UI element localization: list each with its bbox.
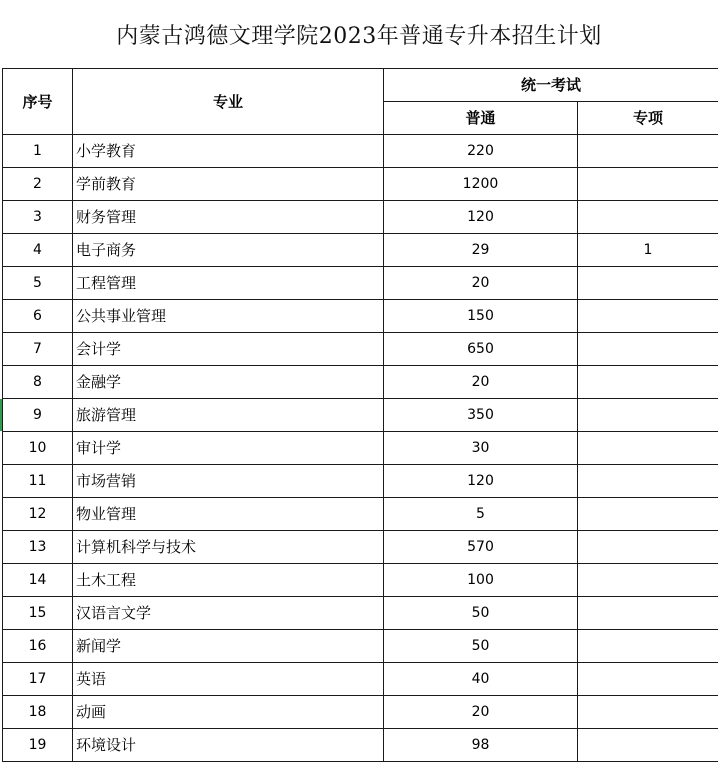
cell-seq[interactable]: 8 bbox=[3, 366, 73, 399]
cell-regular[interactable]: 570 bbox=[384, 531, 578, 564]
table-row bbox=[3, 531, 718, 564]
cell-special[interactable] bbox=[578, 399, 718, 432]
table-row bbox=[3, 300, 718, 333]
cell-major[interactable]: 会计学 bbox=[73, 333, 384, 366]
cell-seq[interactable]: 14 bbox=[3, 564, 73, 597]
cell-major[interactable]: 市场营销 bbox=[73, 465, 384, 498]
cell-major[interactable]: 动画 bbox=[73, 696, 384, 729]
cell-regular[interactable]: 100 bbox=[384, 564, 578, 597]
cell-regular[interactable]: 98 bbox=[384, 729, 578, 762]
table-row bbox=[3, 201, 718, 234]
cell-major[interactable]: 金融学 bbox=[73, 366, 384, 399]
cell-major[interactable]: 汉语言文学 bbox=[73, 597, 384, 630]
cell-seq[interactable]: 13 bbox=[3, 531, 73, 564]
cell-regular[interactable]: 40 bbox=[384, 663, 578, 696]
cell-special[interactable] bbox=[578, 564, 718, 597]
cell-seq[interactable]: 6 bbox=[3, 300, 73, 333]
table-row bbox=[3, 498, 718, 531]
cell-major[interactable]: 环境设计 bbox=[73, 729, 384, 762]
table-row bbox=[3, 135, 718, 168]
cell-seq[interactable]: 12 bbox=[3, 498, 73, 531]
table-row bbox=[3, 168, 718, 201]
cell-seq[interactable]: 15 bbox=[3, 597, 73, 630]
table-body bbox=[3, 135, 718, 762]
cell-major[interactable]: 学前教育 bbox=[73, 168, 384, 201]
table-row bbox=[3, 333, 718, 366]
cell-regular[interactable]: 120 bbox=[384, 201, 578, 234]
cell-major[interactable]: 审计学 bbox=[73, 432, 384, 465]
cell-seq[interactable]: 4 bbox=[3, 234, 73, 267]
cell-seq[interactable]: 17 bbox=[3, 663, 73, 696]
cell-special[interactable] bbox=[578, 168, 718, 201]
table-row bbox=[3, 696, 718, 729]
header-row-top bbox=[3, 69, 718, 102]
cell-major[interactable]: 工程管理 bbox=[73, 267, 384, 300]
cell-regular[interactable]: 220 bbox=[384, 135, 578, 168]
cell-regular[interactable]: 20 bbox=[384, 696, 578, 729]
cell-special[interactable] bbox=[578, 432, 718, 465]
cell-major[interactable]: 新闻学 bbox=[73, 630, 384, 663]
cell-special[interactable] bbox=[578, 267, 718, 300]
header-special[interactable]: 专项 bbox=[578, 102, 718, 135]
table-row bbox=[3, 729, 718, 762]
cell-major[interactable]: 旅游管理 bbox=[73, 399, 384, 432]
cell-seq[interactable]: 9 bbox=[3, 399, 73, 432]
cell-major[interactable]: 小学教育 bbox=[73, 135, 384, 168]
cell-regular[interactable]: 120 bbox=[384, 465, 578, 498]
cell-regular[interactable]: 20 bbox=[384, 267, 578, 300]
cell-special[interactable] bbox=[578, 597, 718, 630]
cell-seq[interactable]: 18 bbox=[3, 696, 73, 729]
cell-seq[interactable]: 19 bbox=[3, 729, 73, 762]
cell-seq[interactable]: 1 bbox=[3, 135, 73, 168]
table-row bbox=[3, 564, 718, 597]
cell-special[interactable] bbox=[578, 630, 718, 663]
cell-special[interactable] bbox=[578, 465, 718, 498]
cell-regular[interactable]: 650 bbox=[384, 333, 578, 366]
header-major[interactable]: 专业 bbox=[73, 69, 384, 135]
cell-regular[interactable]: 50 bbox=[384, 630, 578, 663]
cell-regular[interactable]: 29 bbox=[384, 234, 578, 267]
cell-special[interactable] bbox=[578, 201, 718, 234]
cell-seq[interactable]: 2 bbox=[3, 168, 73, 201]
cell-seq[interactable]: 10 bbox=[3, 432, 73, 465]
cell-special[interactable] bbox=[578, 729, 718, 762]
cell-special[interactable] bbox=[578, 663, 718, 696]
cell-major[interactable]: 英语 bbox=[73, 663, 384, 696]
cell-special[interactable] bbox=[578, 531, 718, 564]
cell-special[interactable] bbox=[578, 300, 718, 333]
cell-special[interactable] bbox=[578, 498, 718, 531]
table-row bbox=[3, 234, 718, 267]
cell-regular[interactable]: 30 bbox=[384, 432, 578, 465]
cell-seq[interactable]: 7 bbox=[3, 333, 73, 366]
table-row bbox=[3, 432, 718, 465]
table-row bbox=[3, 366, 718, 399]
cell-regular[interactable]: 350 bbox=[384, 399, 578, 432]
enrollment-plan-table bbox=[2, 68, 718, 762]
cell-special[interactable] bbox=[578, 366, 718, 399]
selected-row-indicator bbox=[0, 399, 2, 431]
table-row bbox=[3, 465, 718, 498]
cell-seq[interactable]: 3 bbox=[3, 201, 73, 234]
cell-seq[interactable]: 11 bbox=[3, 465, 73, 498]
cell-special[interactable] bbox=[578, 333, 718, 366]
cell-major[interactable]: 土木工程 bbox=[73, 564, 384, 597]
table-row bbox=[3, 663, 718, 696]
cell-regular[interactable]: 20 bbox=[384, 366, 578, 399]
cell-regular[interactable]: 5 bbox=[384, 498, 578, 531]
table-row bbox=[3, 630, 718, 663]
cell-special[interactable] bbox=[578, 135, 718, 168]
cell-major[interactable]: 物业管理 bbox=[73, 498, 384, 531]
page-title: 内蒙古鸿德文理学院2023年普通专升本招生计划 bbox=[0, 0, 718, 68]
table-row bbox=[3, 399, 718, 432]
header-seq[interactable]: 序号 bbox=[3, 69, 73, 135]
cell-regular[interactable]: 50 bbox=[384, 597, 578, 630]
cell-major[interactable]: 电子商务 bbox=[73, 234, 384, 267]
header-exam-group[interactable]: 统一考试 bbox=[384, 69, 718, 102]
cell-major[interactable]: 公共事业管理 bbox=[73, 300, 384, 333]
table-row bbox=[3, 597, 718, 630]
header-regular[interactable]: 普通 bbox=[384, 102, 578, 135]
cell-regular[interactable]: 1200 bbox=[384, 168, 578, 201]
table-row bbox=[3, 267, 718, 300]
cell-major[interactable]: 计算机科学与技术 bbox=[73, 531, 384, 564]
cell-major[interactable]: 财务管理 bbox=[73, 201, 384, 234]
cell-seq[interactable]: 16 bbox=[3, 630, 73, 663]
cell-special[interactable]: 1 bbox=[578, 234, 718, 267]
cell-special[interactable] bbox=[578, 696, 718, 729]
cell-regular[interactable]: 150 bbox=[384, 300, 578, 333]
cell-seq[interactable]: 5 bbox=[3, 267, 73, 300]
